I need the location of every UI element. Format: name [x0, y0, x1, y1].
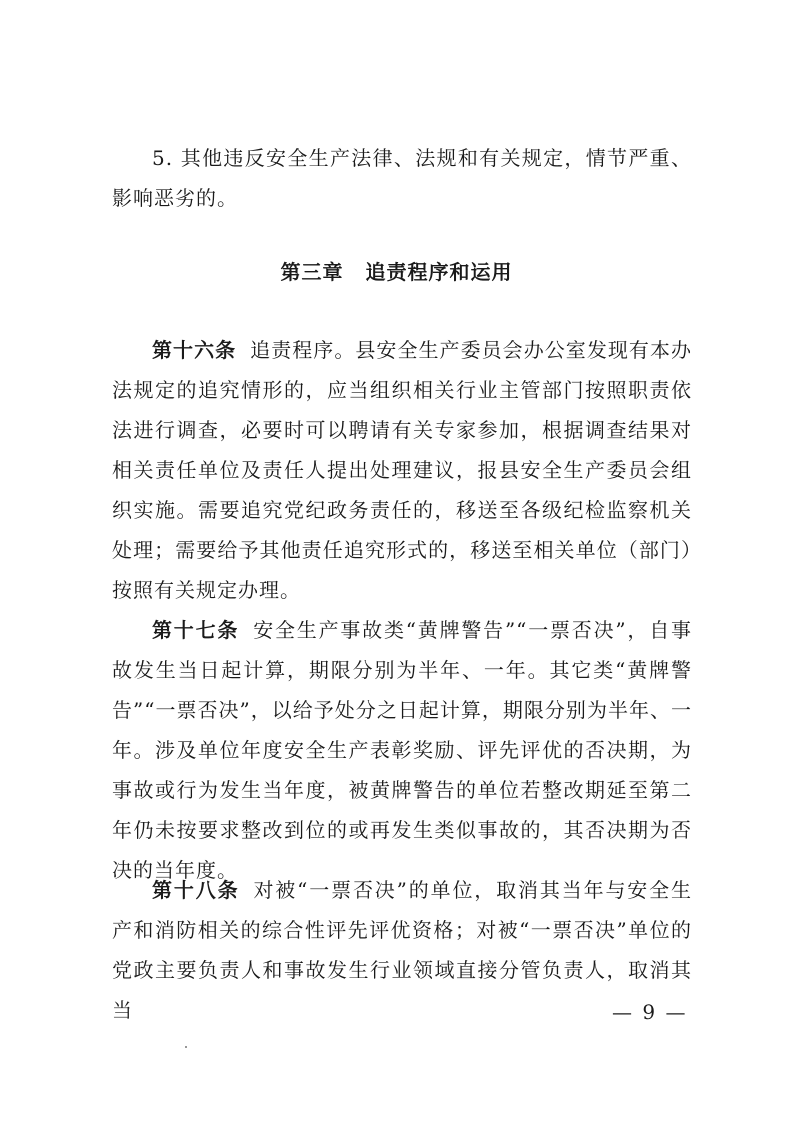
chapter-title: 追责程序和运用 — [365, 260, 513, 284]
chapter-number: 第三章 — [280, 260, 344, 284]
article-17 — [112, 610, 692, 890]
chapter-heading — [0, 256, 793, 285]
list-item-5: 5. 其他违反安全生产法律、法规和有关规定，情节严重、影响恶劣的。 — [112, 146, 692, 210]
article-label: 第十八条 — [152, 878, 240, 902]
article-text: 对被“一票否决”的单位，取消其当年与安全生产和消防相关的综合性评先评优资格；对被“一票否决”单位的党政主要负责人和事故发生行业领域直接分管负责人，取消其当 — [112, 878, 693, 1022]
article-16 — [112, 330, 692, 610]
scan-speck — [185, 1046, 187, 1048]
article-18 — [112, 870, 692, 1030]
page-number: — 9 — — [612, 1000, 688, 1024]
article-text: 安全生产事故类“黄牌警告”“一票否决”，自事故发生当日起计算，期限分别为半年、一年。其它类“黄牌警告”“一票否决”，以给予处分之日起计算，期限分别为半年、一年。涉及单位年度安全生产表彰奖励、评先评优的否决期，为事故或行为发生当年度，被黄牌警告的单位若整改期延至第二年仍未按要求整改到位的或再发生类似事故的，其否决期为否决的当年度。 — [112, 618, 692, 882]
article-text: 追责程序。县安全生产委员会办公室发现有本办法规定的追究情形的，应当组织相关行业主管部门按照职责依法进行调查，必要时可以聘请有关专家参加，根据调查结果对相关责任单位及责任人提出处理建议，报县安全生产委员会组织实施。需要追究党纪政务责任的，移送至各级纪检监察机关处理；需要给予其他责任追究形式的，移送至相关单位（部门）按照有关规定办理。 — [112, 338, 693, 602]
article-label: 第十七条 — [152, 618, 240, 642]
article-label: 第十六条 — [152, 338, 237, 362]
